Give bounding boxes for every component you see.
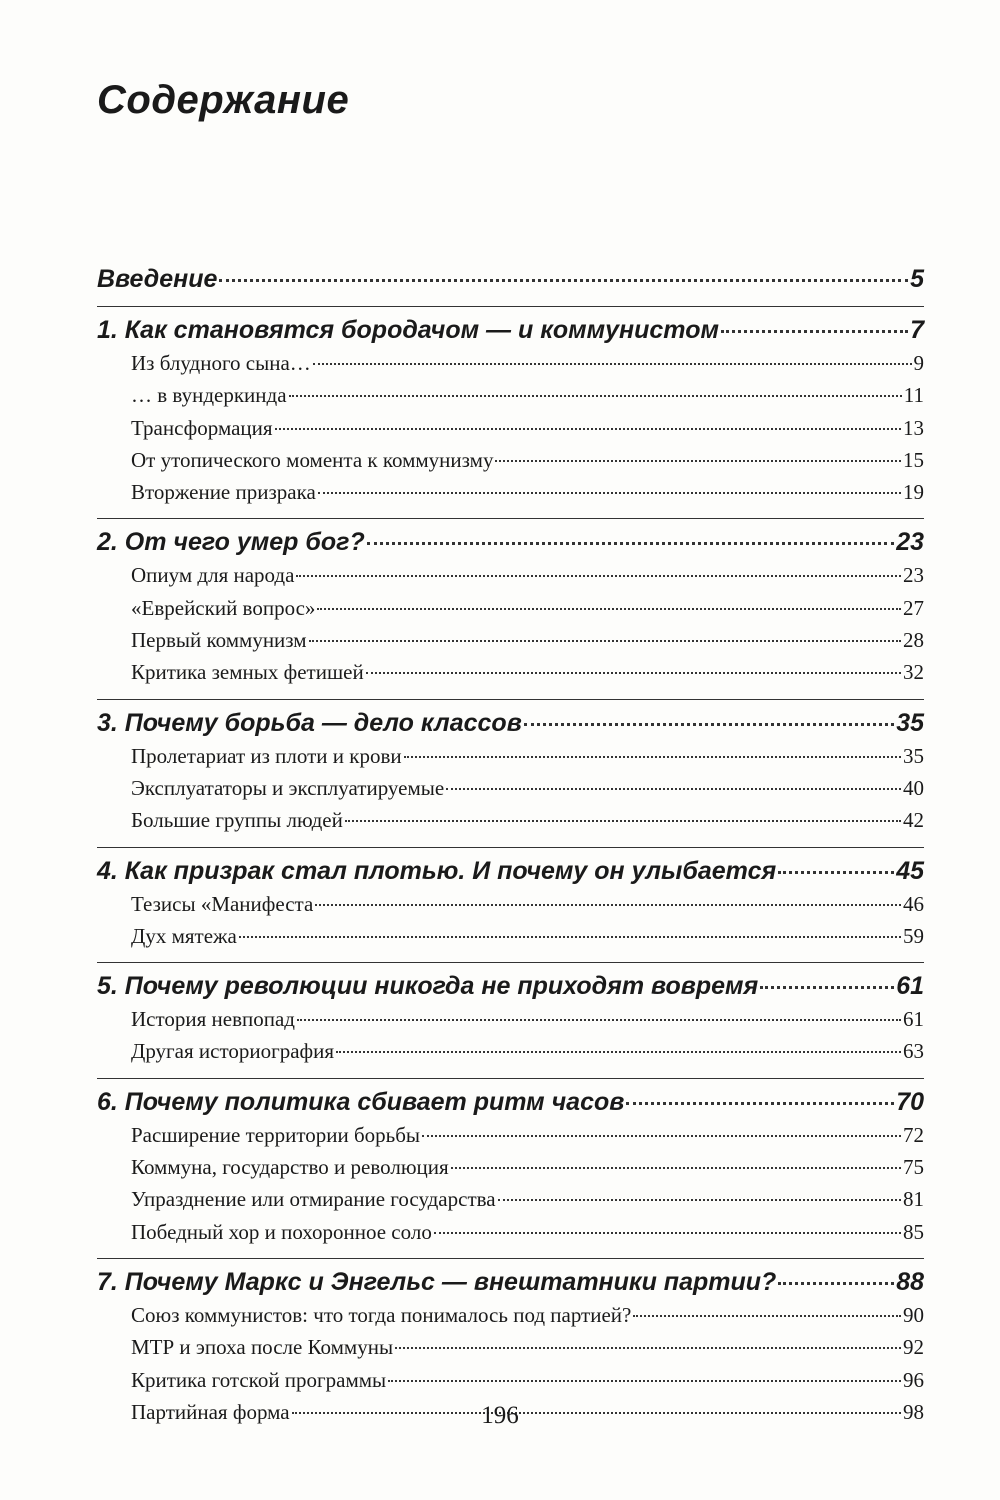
toc-section-entry-page-number: 28: [903, 628, 924, 653]
toc-section-entry-title: «Еврейский вопрос»: [131, 595, 316, 620]
toc-section-entry-title: Из блудного сына…: [131, 351, 311, 375]
toc-section-entry: [97, 1331, 924, 1363]
toc-section-entry: [97, 1216, 924, 1248]
toc-chapter-entry-title: 6. Почему политика сбивает ритм часов: [97, 1087, 625, 1116]
dot-leader: [626, 1102, 894, 1105]
toc-section-entry: [97, 1299, 924, 1331]
dot-leader: [495, 460, 901, 462]
toc-section-entry: [97, 740, 924, 772]
toc-section-entry-title: Тезисы «Манифеста: [131, 891, 314, 916]
toc-chapter-entry: [97, 706, 924, 740]
dot-leader: [315, 904, 901, 906]
toc-section-entry: [97, 476, 924, 508]
toc-chapter-entry-page-number: 45: [896, 856, 924, 885]
toc-section-entry-title: Партийная форма: [131, 1399, 290, 1424]
toc-chapter-group: [97, 962, 924, 1068]
toc-section-entry-page-number: 40: [903, 775, 924, 800]
dot-leader: [388, 1380, 901, 1382]
dot-leader: [395, 1347, 901, 1349]
toc-section-entry-title: История невпопад: [131, 1007, 295, 1032]
toc-section-entry-page-number: 11: [903, 383, 924, 408]
toc-section-entry-title: Критика земных фетишей: [131, 660, 364, 685]
dot-leader: [297, 1019, 901, 1021]
toc-chapter-group: [97, 262, 924, 296]
toc-section-entry-page-number: 61: [903, 1007, 924, 1032]
toc-section-entry: [97, 1119, 924, 1151]
toc-section-entry-page-number: 59: [903, 923, 924, 948]
toc-chapter-entry-title: 1. Как становятся бородачом — и коммунистом: [97, 316, 719, 344]
toc-chapter-group: [97, 306, 924, 508]
toc-section-entry: [97, 1183, 924, 1215]
table-of-contents: [97, 262, 924, 1428]
toc-section-entry-page-number: 23: [903, 563, 924, 588]
toc-section-entry: [97, 559, 924, 591]
dot-leader: [524, 723, 894, 726]
dot-leader: [367, 542, 894, 545]
toc-section-entry-page-number: 13: [903, 415, 924, 440]
toc-chapter-group: [97, 518, 924, 688]
toc-section-entry: [97, 347, 924, 379]
toc-chapter-entry: [97, 969, 924, 1003]
toc-section-entry-page-number: 19: [903, 480, 924, 505]
toc-section-entry-title: Первый коммунизм: [131, 628, 307, 653]
toc-section-entry-title: Опиум для народа: [131, 563, 295, 588]
toc-chapter-entry-page-number: 35: [896, 708, 924, 737]
toc-section-entry: [97, 888, 924, 920]
toc-section-entry-title: … в вундеркинда: [131, 383, 287, 408]
toc-chapter-entry: [97, 313, 924, 347]
toc-section-entry-page-number: 81: [903, 1187, 924, 1212]
dot-leader: [317, 608, 901, 610]
toc-section-entry-title: Вторжение призрака: [131, 480, 316, 505]
toc-chapter-entry-page-number: 5: [910, 265, 924, 293]
toc-chapter-entry-page-number: 23: [896, 528, 924, 557]
dot-leader: [318, 492, 901, 494]
toc-chapter-entry-page-number: 61: [896, 972, 924, 1001]
toc-section-entry-page-number: 98: [903, 1399, 924, 1424]
toc-section-entry-page-number: 72: [903, 1122, 924, 1147]
toc-section-entry: [97, 804, 924, 836]
toc-chapter-entry: [97, 854, 924, 888]
dot-leader: [434, 1232, 901, 1234]
toc-section-entry-title: От утопического момента к коммунизму: [131, 447, 494, 472]
toc-section-entry: [97, 379, 924, 411]
toc-section-entry: [97, 772, 924, 804]
toc-section-entry-page-number: 27: [903, 595, 924, 620]
dot-leader: [336, 1051, 901, 1053]
toc-chapter-entry-page-number: 70: [896, 1087, 924, 1116]
toc-section-entry-page-number: 75: [903, 1155, 924, 1180]
toc-chapter-entry: [97, 262, 924, 296]
toc-section-entry-page-number: 32: [903, 660, 924, 685]
toc-chapter-entry: [97, 1085, 924, 1119]
dot-leader: [239, 936, 901, 938]
dot-leader: [778, 871, 894, 874]
dot-leader: [778, 1282, 894, 1285]
page-title: Содержание: [97, 78, 350, 122]
dot-leader: [721, 330, 908, 333]
toc-chapter-entry-title: 4. Как призрак стал плотью. И почему он улыбается: [97, 856, 777, 885]
toc-section-entry-title: Расширение территории борьбы: [131, 1122, 421, 1147]
toc-section-entry: [97, 1003, 924, 1035]
toc-chapter-entry-title: Введение: [97, 265, 218, 293]
toc-section-entry: [97, 1151, 924, 1183]
dot-leader: [633, 1315, 901, 1317]
toc-section-entry-title: Пролетариат из плоти и крови: [131, 743, 402, 768]
toc-section-entry-page-number: 46: [903, 891, 924, 916]
toc-section-entry-title: Победный хор и похоронное соло: [131, 1219, 432, 1244]
toc-chapter-group: [97, 847, 924, 953]
toc-section-entry: [97, 624, 924, 656]
dot-leader: [313, 363, 912, 365]
dot-leader: [422, 1135, 901, 1137]
dot-leader: [366, 672, 901, 674]
toc-section-entry-title: Коммуна, государство и революция: [131, 1155, 449, 1180]
toc-chapter-entry-title: 2. От чего умер бог?: [97, 528, 365, 557]
page-number: 196: [481, 1402, 519, 1429]
toc-section-entry-page-number: 35: [903, 743, 924, 768]
toc-section-entry: [97, 656, 924, 688]
toc-section-entry: [97, 1364, 924, 1396]
toc-section-entry-page-number: 42: [903, 808, 924, 833]
toc-section-entry-title: Другая историография: [131, 1039, 335, 1064]
toc-section-entry-page-number: 96: [903, 1367, 924, 1392]
toc-chapter-entry-title: 5. Почему революции никогда не приходят вовремя: [97, 972, 759, 1001]
toc-section-entry: [97, 592, 924, 624]
toc-section-entry-title: МТР и эпоха после Коммуны: [131, 1335, 394, 1360]
toc-section-entry-page-number: 92: [903, 1335, 924, 1360]
toc-section-entry-title: Дух мятежа: [131, 923, 237, 948]
toc-section-entry-title: Критика готской программы: [131, 1367, 387, 1392]
toc-section-entry-title: Трансформация: [131, 415, 273, 440]
dot-leader: [446, 788, 901, 790]
dot-leader: [289, 395, 902, 397]
dot-leader: [296, 575, 901, 577]
toc-chapter-entry-title: 3. Почему борьба — дело классов: [97, 708, 522, 737]
toc-section-entry-page-number: 9: [913, 351, 924, 375]
toc-section-entry-page-number: 90: [903, 1302, 924, 1327]
toc-section-entry-title: Эксплуататоры и эксплуатируемые: [131, 775, 445, 800]
toc-section-entry: [97, 412, 924, 444]
dot-leader: [451, 1167, 901, 1169]
toc-chapter-entry: [97, 525, 924, 559]
toc-chapter-entry: [97, 1265, 924, 1299]
toc-section-entry: [97, 444, 924, 476]
toc-section-entry-page-number: 15: [903, 447, 924, 472]
toc-chapter-entry-title: 7. Почему Маркс и Энгельс — внештатники партии?: [97, 1267, 777, 1296]
dot-leader: [309, 640, 901, 642]
dot-leader: [498, 1199, 901, 1201]
dot-leader: [219, 279, 908, 282]
toc-section-entry-page-number: 85: [903, 1219, 924, 1244]
dot-leader: [760, 986, 894, 989]
toc-chapter-group: [97, 1078, 924, 1248]
toc-section-entry-title: Большие группы людей: [131, 808, 343, 833]
toc-section-entry-title: Упразднение или отмирание государства: [131, 1187, 496, 1212]
toc-chapter-entry-page-number: 7: [910, 316, 924, 344]
dot-leader: [275, 428, 901, 430]
toc-chapter-group: [97, 699, 924, 837]
toc-section-entry: [97, 1035, 924, 1067]
toc-section-entry-page-number: 63: [903, 1039, 924, 1064]
toc-section-entry: [97, 920, 924, 952]
toc-chapter-entry-page-number: 88: [896, 1267, 924, 1296]
dot-leader: [345, 820, 901, 822]
toc-section-entry-title: Союз коммунистов: что тогда понималось под партией?: [131, 1302, 632, 1327]
dot-leader: [404, 756, 901, 758]
